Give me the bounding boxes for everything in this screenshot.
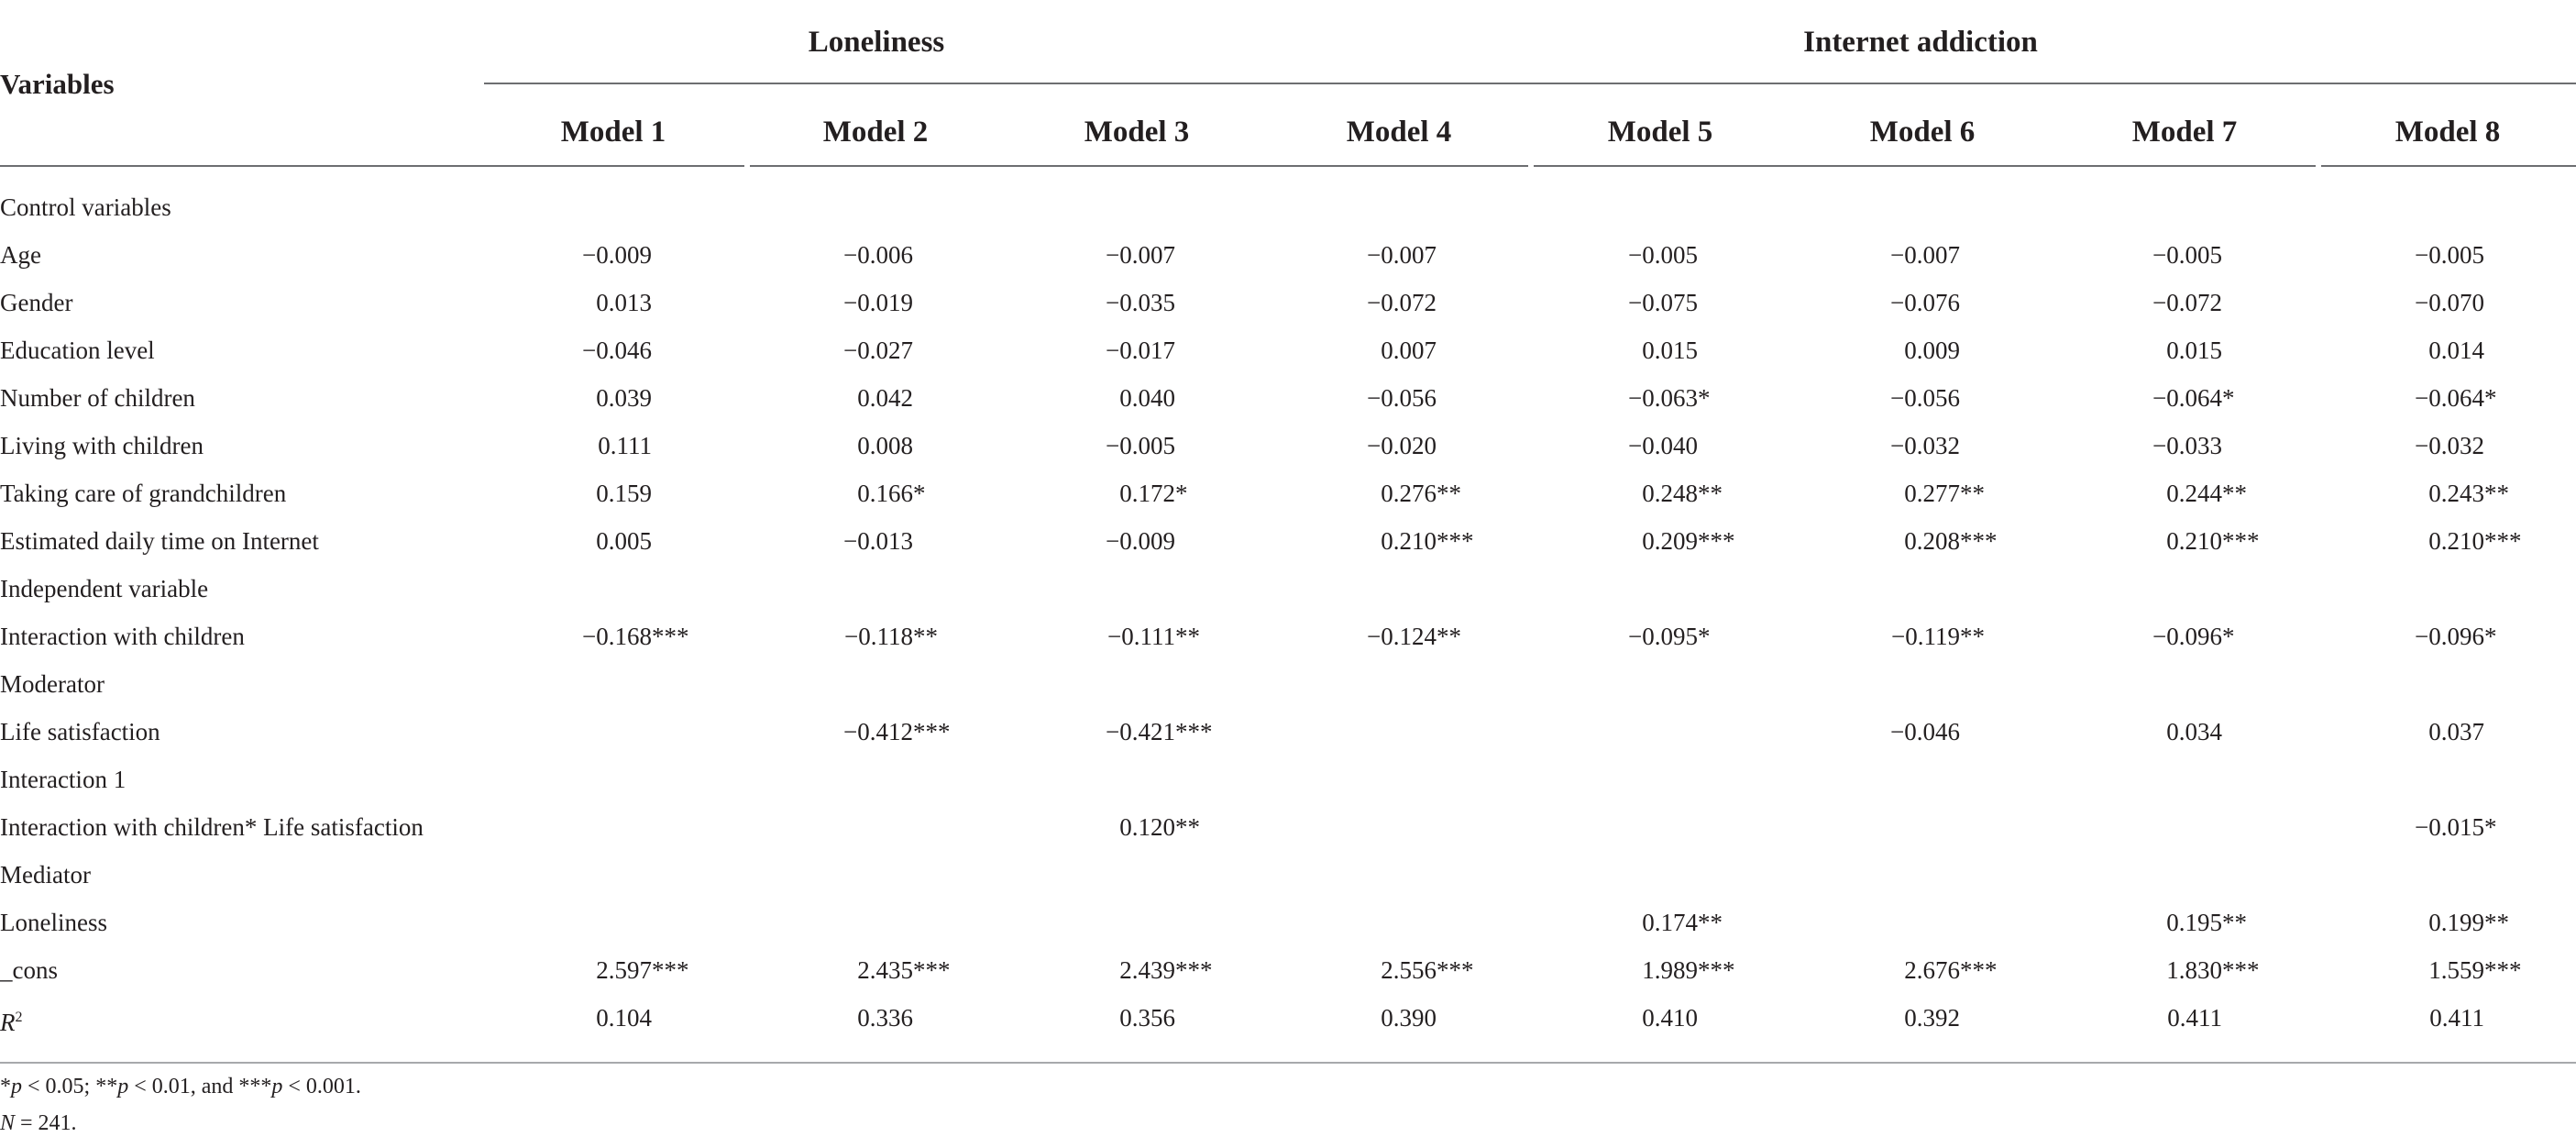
- table-cell: −0.009: [582, 241, 652, 269]
- table-cell: −0.070: [2415, 289, 2484, 316]
- table-cell: 0.410: [1642, 1004, 1698, 1032]
- table-cell: 0.104: [596, 1004, 652, 1032]
- rule-gap: [1528, 165, 1534, 167]
- row-label: Interaction 1: [0, 766, 127, 793]
- table-cell: 0.009: [1904, 337, 1960, 364]
- model-5-header: Model 5: [1607, 116, 1713, 149]
- row-label: Taking care of grandchildren: [0, 480, 287, 507]
- table-cell: −0.027: [843, 337, 913, 364]
- row-label: Gender: [0, 289, 73, 316]
- table-row: [0, 422, 2576, 469]
- table-row: [0, 994, 2576, 1042]
- table-cell: 1.559***: [2428, 956, 2522, 984]
- group-header-internet-addiction: Internet addiction: [1803, 26, 2038, 59]
- table-cell: −0.168***: [582, 623, 689, 650]
- table-cell: −0.064*: [2152, 384, 2235, 412]
- table-cell: −0.032: [2415, 432, 2484, 459]
- table-cell: −0.020: [1367, 432, 1437, 459]
- row-label: Life satisfaction: [0, 718, 160, 745]
- table-cell: −0.033: [2152, 432, 2222, 459]
- table-cell: 2.556***: [1381, 956, 1474, 984]
- group-header-rule: [484, 83, 2576, 84]
- table-cell: −0.076: [1890, 289, 1960, 316]
- rule-gap: [2316, 165, 2321, 167]
- table-row: [0, 946, 2576, 994]
- table-cell: −0.124**: [1367, 623, 1461, 650]
- model-4-header: Model 4: [1346, 116, 1452, 149]
- table-cell: −0.072: [2152, 289, 2222, 316]
- table-cell: 0.040: [1119, 384, 1175, 412]
- table-row: [0, 517, 2576, 565]
- row-label: Number of children: [0, 384, 195, 412]
- group-header-loneliness: Loneliness: [808, 26, 945, 59]
- table-row: [0, 469, 2576, 517]
- row-label: _cons: [0, 956, 58, 984]
- table-cell: −0.046: [582, 337, 652, 364]
- table-cell: 0.277**: [1904, 480, 1985, 507]
- row-label: Loneliness: [0, 909, 107, 936]
- table-cell: −0.009: [1106, 527, 1175, 555]
- table-cell: 0.174**: [1642, 909, 1723, 936]
- rule-gap: [744, 165, 750, 167]
- table-cell: −0.063*: [1628, 384, 1711, 412]
- table-row: [0, 756, 2576, 803]
- sample-size-note: N = 241.: [0, 1111, 77, 1135]
- table-cell: 0.005: [596, 527, 652, 555]
- table-cell: 0.014: [2428, 337, 2484, 364]
- table-cell: −0.064*: [2415, 384, 2497, 412]
- table-cell: 2.676***: [1904, 956, 1998, 984]
- table-cell: −0.421***: [1106, 718, 1213, 745]
- table-cell: −0.075: [1628, 289, 1698, 316]
- table-cell: −0.096*: [2152, 623, 2235, 650]
- table-cell: 0.166*: [857, 480, 926, 507]
- table-row: [0, 326, 2576, 374]
- table-cell: −0.046: [1890, 718, 1960, 745]
- table-bottom-rule: [0, 1062, 2576, 1064]
- table-cell: 2.435***: [857, 956, 951, 984]
- table-cell: 0.411: [2167, 1004, 2222, 1032]
- table-cell: 0.210***: [2166, 527, 2260, 555]
- row-label: Interaction with children: [0, 623, 245, 650]
- table-cell: 0.199**: [2428, 909, 2509, 936]
- table-row: [0, 660, 2576, 708]
- table-row: [0, 231, 2576, 279]
- table-cell: −0.056: [1890, 384, 1960, 412]
- table-cell: −0.096*: [2415, 623, 2497, 650]
- table-cell: 2.597***: [596, 956, 689, 984]
- table-cell: −0.015*: [2415, 813, 2497, 841]
- row-label: Moderator: [0, 670, 105, 698]
- model-6-header: Model 6: [1869, 116, 1976, 149]
- table-cell: −0.056: [1367, 384, 1437, 412]
- table-row: [0, 613, 2576, 660]
- row-label: Control variables: [0, 193, 171, 221]
- table-cell: 0.042: [857, 384, 913, 412]
- table-cell: −0.005: [1106, 432, 1175, 459]
- table-row: [0, 708, 2576, 756]
- table-cell: 0.244**: [2166, 480, 2247, 507]
- row-label: Independent variable: [0, 575, 209, 602]
- table-cell: −0.007: [1106, 241, 1175, 269]
- table-cell: −0.119**: [1891, 623, 1985, 650]
- table-cell: 1.830***: [2166, 956, 2260, 984]
- table-cell: 0.243**: [2428, 480, 2509, 507]
- table-cell: −0.095*: [1628, 623, 1711, 650]
- table-cell: −0.017: [1106, 337, 1175, 364]
- table-cell: 0.210***: [1381, 527, 1474, 555]
- table-cell: −0.007: [1367, 241, 1437, 269]
- table-cell: 0.209***: [1642, 527, 1735, 555]
- table-cell: −0.032: [1890, 432, 1960, 459]
- table-cell: 1.989***: [1642, 956, 1735, 984]
- table-row: [0, 374, 2576, 422]
- table-cell: 0.013: [596, 289, 652, 316]
- row-label: Age: [0, 241, 41, 269]
- table-cell: 0.208***: [1904, 527, 1998, 555]
- row-label: Living with children: [0, 432, 204, 459]
- model-8-header: Model 8: [2394, 116, 2501, 149]
- table-cell: −0.040: [1628, 432, 1698, 459]
- table-cell: −0.005: [1628, 241, 1698, 269]
- table-cell: 0.008: [857, 432, 913, 459]
- table-cell: −0.118**: [844, 623, 938, 650]
- table-cell: 0.390: [1381, 1004, 1437, 1032]
- model-1-header: Model 1: [560, 116, 666, 149]
- table-cell: 0.034: [2166, 718, 2222, 745]
- table-cell: 0.007: [1381, 337, 1437, 364]
- table-cell: −0.412***: [843, 718, 951, 745]
- table-cell: 0.015: [1642, 337, 1698, 364]
- variables-header: Variables: [0, 68, 115, 100]
- row-label: Estimated daily time on Internet: [0, 527, 319, 555]
- row-label: Interaction with children* Life satisfaction: [0, 813, 424, 841]
- table-cell: 0.172*: [1119, 480, 1188, 507]
- table-cell: 0.159: [596, 480, 652, 507]
- row-label: Mediator: [0, 861, 91, 889]
- table-cell: −0.072: [1367, 289, 1437, 316]
- table-row: [0, 565, 2576, 613]
- table-cell: −0.013: [843, 527, 913, 555]
- table-row: [0, 851, 2576, 899]
- table-cell: −0.019: [843, 289, 913, 316]
- table-cell: 0.210***: [2428, 527, 2522, 555]
- table-cell: 0.120**: [1119, 813, 1200, 841]
- table-row: [0, 183, 2576, 231]
- table-cell: 0.037: [2428, 718, 2484, 745]
- table-cell: 0.276**: [1381, 480, 1461, 507]
- table-cell: 0.411: [2429, 1004, 2484, 1032]
- table-cell: −0.111**: [1107, 623, 1200, 650]
- table-cell: 2.439***: [1119, 956, 1213, 984]
- table-cell: 0.336: [857, 1004, 913, 1032]
- row-label: Education level: [0, 337, 155, 364]
- table-cell: −0.005: [2415, 241, 2484, 269]
- significance-note: *p < 0.05; **p < 0.01, and ***p < 0.001.: [0, 1075, 361, 1098]
- table-cell: −0.035: [1106, 289, 1175, 316]
- model-2-header: Model 2: [822, 116, 929, 149]
- table-cell: 0.015: [2166, 337, 2222, 364]
- table-row: [0, 279, 2576, 326]
- table-row: [0, 899, 2576, 946]
- table-cell: −0.007: [1890, 241, 1960, 269]
- row-label: $R^2$: [0, 1009, 23, 1036]
- table-cell: 0.248**: [1642, 480, 1723, 507]
- table-cell: 0.356: [1119, 1004, 1175, 1032]
- table-cell: 0.111: [598, 432, 652, 459]
- table-cell: −0.005: [2152, 241, 2222, 269]
- table-cell: −0.006: [843, 241, 913, 269]
- table-cell: 0.195**: [2166, 909, 2247, 936]
- table-cell: 0.392: [1904, 1004, 1960, 1032]
- table-row: [0, 803, 2576, 851]
- header-rule: [0, 165, 2576, 167]
- model-3-header: Model 3: [1084, 116, 1190, 149]
- model-7-header: Model 7: [2131, 116, 2238, 149]
- table-cell: 0.039: [596, 384, 652, 412]
